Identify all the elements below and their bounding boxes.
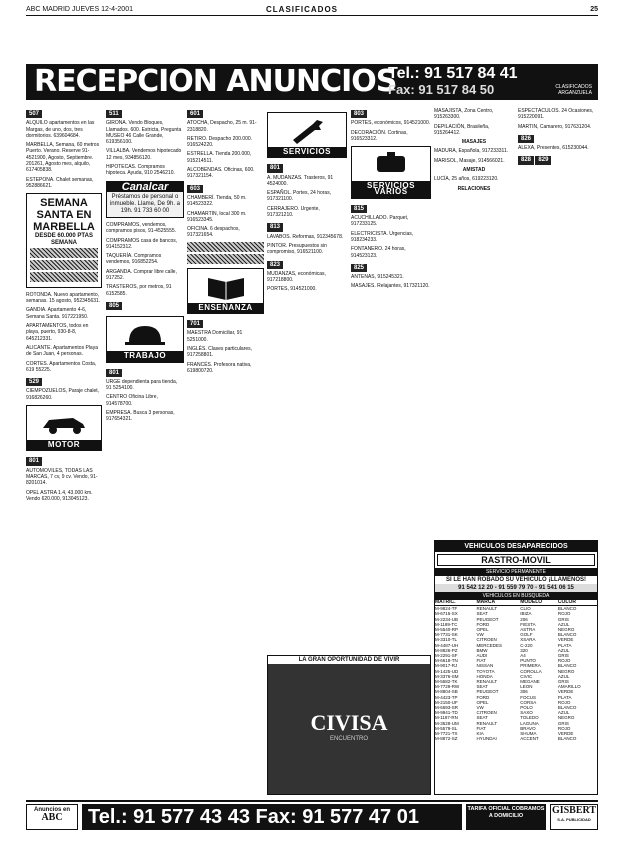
classified-ad: PORTES, 914521000. [267,286,317,293]
table-cell: BMW [476,647,488,653]
section-label: SERVICIOS [268,147,346,157]
table-cell: SEAT [476,715,488,721]
table-cell: M-2291-SF [435,653,458,659]
canalcar-text: Préstamos de personal o inmueble. Llame, De 9h. a 19h. 91 733 60 00 [109,193,181,214]
table-cell: ASTRA [520,627,536,633]
classified-ad: ALICANTE. Apartamentos Playa de San Juan, 4 personas. [26,344,98,358]
classified-ad: MASAJISTA, Zona Centro, 915263300. [434,108,494,121]
page-number: 25 [590,6,598,13]
table-row [435,736,597,741]
classified-ad: A. MUDANZAS. Trasteros, 91 4524000. [267,174,334,187]
classified-ad: ARGANDA. Comprar libre calle, 917252. [106,268,177,282]
ad-hatch [30,248,98,258]
section-code: 511 [106,110,122,118]
section-code: 805 [106,302,122,310]
table-cell: MERCEDES [476,642,502,648]
abc-logo: ABC [41,812,63,823]
table-cell: NEGRO [557,668,575,674]
section-title: CLASIFICADOS [266,5,338,14]
section-label: SERVICIOS VARIOS [352,181,430,198]
classified-ad: ACUCHILLADO. Parquet, 917233125. [351,215,409,228]
classified-ad: RETIRO. Despacho 200.000. 916524220. [187,135,253,149]
table-cell: SEAT [476,684,488,690]
classified-ad: MADURA, Española, 917233311. [434,148,509,155]
banner-tag: CLASIFICADOS ARGANZUELA [555,84,592,96]
section-motor [26,405,102,451]
section-servicios-varios [351,146,431,199]
table-cell: XSARA [520,637,536,643]
table-cell: CIVIC [520,673,533,679]
edition-date: ABC MADRID JUEVES 12-4-2001 [26,6,133,13]
table-cell: M-8826-PZ [435,647,458,653]
anuncios-line: Anuncios en [33,807,70,813]
tools-icon [352,147,430,181]
table-cell: FIESTA [520,621,536,627]
table-cell: GOLF [520,632,533,638]
table-cell: TOLEDO [520,715,539,721]
table-cell: RENAULT [476,606,498,612]
table-cell: M-1189-TC [435,621,458,627]
section-trabajo [106,316,184,362]
table-cell: COROLLA [520,668,542,674]
section-servicios [267,112,347,158]
section-code: 829 [535,156,551,164]
rastro-subtitle: SERVICIO PERMANENTE [435,568,597,576]
table-cell: AUDI [476,653,488,659]
table-cell: 206 [520,616,528,622]
table-cell: PLATA [557,642,572,648]
table-cell: BLANCO [557,663,577,669]
classified-ad: MUDANZAS, económicas, 917218800. [267,270,326,284]
table-cell: M-9824-TF [435,606,458,612]
table-cell: KIA [476,731,484,737]
column-5 [351,108,431,648]
civisa-ad [267,655,431,795]
table-cell: PUNTO [520,658,536,664]
table-cell: GRIS [557,616,569,622]
subsection-title: AMISTAD [462,167,486,174]
banner-title: RECEPCION ANUNCIOS [34,64,397,99]
table-cell: BRAVO [520,725,536,731]
classified-ad: HIPOTECAS. Compramos hipoteca. Ayuda, 910 2546210. [106,164,175,177]
section-code: 823 [267,261,283,269]
classified-ad: ESTRELLA. Tienda 200.000, 915214511. [187,151,252,164]
table-cell: M-2150-UF [435,699,458,705]
table-cell: FIAT [476,658,486,664]
table-cell: M-2234-UB [435,616,459,622]
column-4 [267,108,347,648]
ad-hatch [30,260,98,270]
table-cell: BLANCO [557,736,577,742]
table-cell: RENAULT [476,720,498,726]
table-cell: M-3376-SM [435,673,459,679]
table-cell: SEAT [476,611,488,617]
table-cell: M-9017-RJ [435,663,458,669]
classified-ad: OPEL ASTRA 1.4, 43.000 km. Vendo 620.000, 913045123. [26,489,93,502]
table-cell: HYUNDAI [476,736,497,742]
classified-ad: ALQUILO apartamentos en las Margas, de uno, dos, tres dormitorios. 639604684. [26,120,95,139]
table-cell: C-220 [520,642,533,648]
subsection-title: RELACIONES [457,185,491,192]
classified-ad: ALEXA, Presentes, 615230044. [518,145,589,152]
banner-tel[interactable]: Tel.: 91 517 84 41 [388,65,518,82]
table-cell: OPEL [476,627,489,633]
table-cell: A4 [520,653,526,659]
table-cell: CLIO [520,606,531,612]
subsection-title: MASAJES [461,139,487,146]
ad-hatch [187,242,264,252]
table-cell: M-7721-TX [435,731,458,737]
wrench-icon [268,113,346,147]
classified-ad: MAESTRA Domiciliar, 91 5251000. [187,330,243,343]
table-cell: OPEL [476,699,489,705]
vehicles-table [435,600,597,741]
classified-ad: OFICINA. 6 despachos, 917321654. [187,226,240,239]
section-code: 529 [26,378,42,386]
table-cell: GRIS [557,720,569,726]
section-code: 603 [187,185,203,193]
table-cell: NISSAN [476,663,494,669]
section-label: MOTOR [27,440,101,450]
classified-ad: ESPAÑOL. Portes, 24 horas, 917321100. [267,190,332,203]
section-code: 803 [351,110,367,118]
table-cell: HONDA [476,673,493,679]
section-label: ENSEÑANZA [188,303,263,313]
classified-ad: CORTES. Apartamentos Costa, 619 55225. [26,360,97,373]
civisa-headline: LA GRAN OPORTUNIDAD DE VIVIR [268,656,430,664]
civisa-sub: ENCUENTRO [329,736,368,742]
table-cell: BLANCO [557,705,577,711]
table-cell: M-7729-RW [435,684,460,690]
classified-ad: APARTAMENTOS, todos en playa, puerto, 930-8-8, 645212331. [26,323,89,342]
footer-contact[interactable]: Tel.: 91 577 43 43 Fax: 91 577 47 01 [82,804,462,830]
classified-ad: MARISOL, Masaje, 914566021. [434,157,505,164]
table-cell: M-4487-UH [435,642,459,648]
table-header: MATRIC. [435,600,476,606]
table-cell: M-6618-TN [435,658,458,664]
book-icon [188,269,263,303]
table-cell: PEUGEOT [476,616,499,622]
table-title: VEHICULOS EN BUSQUEDA [435,592,597,600]
table-cell: FOCUS [520,694,536,700]
table-cell: AMARILLO [557,684,581,690]
vehiculos-title: VEHICULOS DESAPARECIDOS [435,541,597,552]
classified-ad: TAQUERÍA. Compramos vendemos, 916852254. [106,253,162,266]
table-cell: FIAT [476,725,486,731]
table-cell: MEGANE [520,679,540,685]
table-cell: ROJO [557,658,571,664]
classified-ad: PINTOR. Presupuestos sin compromiso, 916521100. [267,242,327,256]
table-cell: GRIS [557,653,569,659]
section-label: TRABAJO [107,351,183,361]
footer-bar [26,800,598,830]
ad-hatch [30,272,98,282]
classified-ad: LAVABOS. Reformas, 912345678. [267,233,344,240]
column-6 [434,108,514,533]
gisbert-sub: S.A. PUBLICIDAD [557,817,591,822]
classified-ad: MASAJES. Relajantes, 917321120. [351,283,430,290]
table-cell: GRIS [557,679,569,685]
table-cell: AZUL [557,647,570,653]
section-code: 828 [518,156,534,164]
classified-ad: ROTONDA. Nuevo apartamento, semanas. 15 agosto, 952345631. [26,291,101,305]
classified-ad: INGLÉS. Clases particulares, 917258801. [187,345,253,359]
section-code: 815 [351,205,367,213]
classified-ad: TRASTEROS, por metros, 91 6152585. [106,284,172,297]
table-cell: AZUL [557,621,570,627]
classified-ad: URGE dependienta para tienda, 91 5254100. [106,378,178,392]
table-cell: ROJO [557,611,571,617]
classified-ad: AUTOMOVILES, TODAS LAS MARCAS, 7 cv, 9 cv. Vendo, 91-8201014. [26,467,98,487]
column-3 [187,108,264,798]
column-2 [106,108,184,798]
table-cell: 320 [520,647,528,653]
section-code: 801 [106,369,122,377]
table-cell: LAGUNA [520,720,539,726]
table-cell: PLATA [557,694,572,700]
table-cell: ROJO [557,699,571,705]
table-cell: FORD [476,694,490,700]
canalcar-ad [106,181,184,218]
table-cell: VERDE [557,689,574,695]
section-code: 801 [267,164,283,172]
table-cell: M-8804-SB [435,689,458,695]
table-cell: SAXO [520,710,533,716]
section-code: 601 [187,110,203,118]
semana-price: DESDE 60.000 PTAS SEMANA [35,233,93,246]
classified-ad: VILLALBA. Vendemos hipotecado 12 mes, 934856120. [106,148,182,161]
classified-ad: CHAMARTIN, local 300 m. 916523345. [187,210,247,223]
table-header: MODELO [520,600,558,606]
rastro-callout: SI LE HAN ROBADO SU VEHICULO ¡LLAMENOS! [445,577,586,583]
table-cell: M-5579-SL [435,725,458,731]
section-code: 507 [26,110,42,118]
semana-title: SEMANA SANTA EN MARBELLA [33,197,95,234]
classified-ad: CIEMPOZUELOS, Paraje chalet, 916826260. [26,388,100,401]
helmet-icon [107,317,183,351]
table-cell: VERDE [557,637,574,643]
tarifa-oficial: TARIFA OFICIAL COBRAMOS A DOMICILIO [466,804,546,830]
table-cell: BLANCO [557,632,577,638]
table-cell: M-3310-TL [435,637,458,643]
classified-ad: CHAMBERÍ. Tienda, 50 m. 914523322. [187,194,247,208]
section-ensenanza [187,268,264,314]
rastro-movil-title: RASTRO-MOVIL [437,554,595,566]
table-cell: SHUMA [520,731,537,737]
classified-ad: MARTIN, Camarero, 917631204. [518,123,592,130]
classified-ad: LUCÍA, 25 años, 619223120. [434,176,499,183]
section-code: 826 [518,135,534,143]
classified-ad: COMPRAMOS casa de bancos, 914152312. [106,237,178,250]
table-cell: M-6693-SR [435,705,459,711]
table-cell: BLANCO [557,606,577,612]
table-cell: M-1425-UD [435,668,459,674]
civisa-logo: CIVISA [310,710,388,735]
table-cell: M-4423-TP [435,694,458,700]
classified-ad: CERRAJERO. Urgente, 917321210. [267,205,320,219]
page-header [26,4,598,16]
table-cell: AZUL [557,673,570,679]
table-cell: FORD [476,621,490,627]
table-cell: AZUL [557,710,570,716]
table-cell: VW [476,705,484,711]
table-cell: RENAULT [476,679,498,685]
classified-ad: EMPRESA. Busca 3 personas, 917654321. [106,410,175,423]
vehiculos-desaparecidos [434,540,598,795]
classified-ad: GIRONA. Vendo Bloques, Llamados. 600. Estricta, Pregunta MUSEO 46 Calle Grande, 619356100. [106,120,182,146]
table-cell: VW [476,632,484,638]
table-cell: M-8872-SZ [435,736,458,742]
classified-ad: ESPECTÁCULOS. 24 Ocasiones, 915220091. [518,108,594,121]
table-cell: VERDE [557,731,574,737]
gisbert-name: GISBERT [551,805,597,816]
section-code: 825 [351,264,367,272]
table-cell: M-5582-TK [435,679,458,685]
classified-ad: MARBELLA, Semana, 60 metros Puerto. Verano. Reserve 91-4521900, Agosto, Septiembre. 201261, Agosto mes, alquilo, 617405838. [26,142,100,174]
table-cell: M-7731-SK [435,632,458,638]
table-cell: IBIZA [520,611,532,617]
rastro-phones[interactable]: 91 542 12 20 - 91 559 79 70 - 91 541 06 15 [435,584,597,592]
table-cell: LEON [520,684,533,690]
section-code: 801 [26,457,42,465]
section-code: 813 [267,223,283,231]
ad-hatch [187,254,264,264]
table-cell: PEUGEOT [476,689,499,695]
table-cell: CORSA [520,699,537,705]
table-cell: PRIMERA [520,663,541,669]
reception-banner [26,64,598,100]
table-cell: M-5540-RP [435,627,459,633]
table-cell: 306 [520,689,528,695]
canalcar-logo: Canalcar [107,182,183,192]
classified-ad: ALCOBENDAS. Oficinas, 600. 917321154. [187,167,255,180]
anuncios-box [26,804,78,830]
table-cell: CITROEN [476,637,497,643]
table-cell: POLO [520,705,533,711]
classified-ad: DECORACIÓN. Cortinas, 916523312. [351,129,408,142]
classified-ad: ESTEPONA. Chalet semanas, 952886621. [26,176,94,189]
classified-ad: ATOCHA, Despacho, 25 m. 91-2318820. [187,120,257,133]
table-header: COLOR [558,600,597,606]
table-cell: NEGRO [557,627,575,633]
table-cell: TOYOTA [476,668,495,674]
gisbert-logo [550,804,598,830]
classified-ad: COMPRAMOS, vendemos, compramos pisos, 91-4525555. [106,221,177,235]
classified-ad: PORTES, económicos, 914521000. [351,120,431,127]
classified-ad: CENTRO Oficina Libre, 914578700. [106,394,158,407]
table-cell: ROJO [557,725,571,731]
banner-fax: Fax: 91 517 84 50 [388,82,495,97]
car-icon [27,406,101,440]
table-cell: M-3528-UM [435,720,459,726]
classified-ad: FRANCÉS. Profesora nativa, 619800720. [187,361,252,374]
classified-ad: ELECTRICISTA. Urgencias, 918234233. [351,230,414,243]
table-header: MARCA [476,600,520,606]
classified-ad: FONTANERO. 24 horas, 914523123. [351,246,406,259]
classified-ad: GANDIA. Apartamento 4-6, Semana Santa. 917221950. [26,307,89,320]
table-cell: M-9941-TD [435,710,458,716]
classified-ad: DEPILACIÓN, Brasileña, 915264412. [434,123,490,136]
table-cell: CITROEN [476,710,497,716]
column-7 [518,108,598,533]
semana-santa-ad [26,193,102,288]
table-cell: NEGRO [557,715,575,721]
table-cell: M-1187-RN [435,715,458,721]
classified-ad: ANTENAS, 915245321. [351,274,404,281]
section-code: 701 [187,320,203,328]
column-1 [26,108,102,798]
table-cell: ACCENT [520,736,539,742]
table-cell: M-6715-SX [435,611,458,617]
